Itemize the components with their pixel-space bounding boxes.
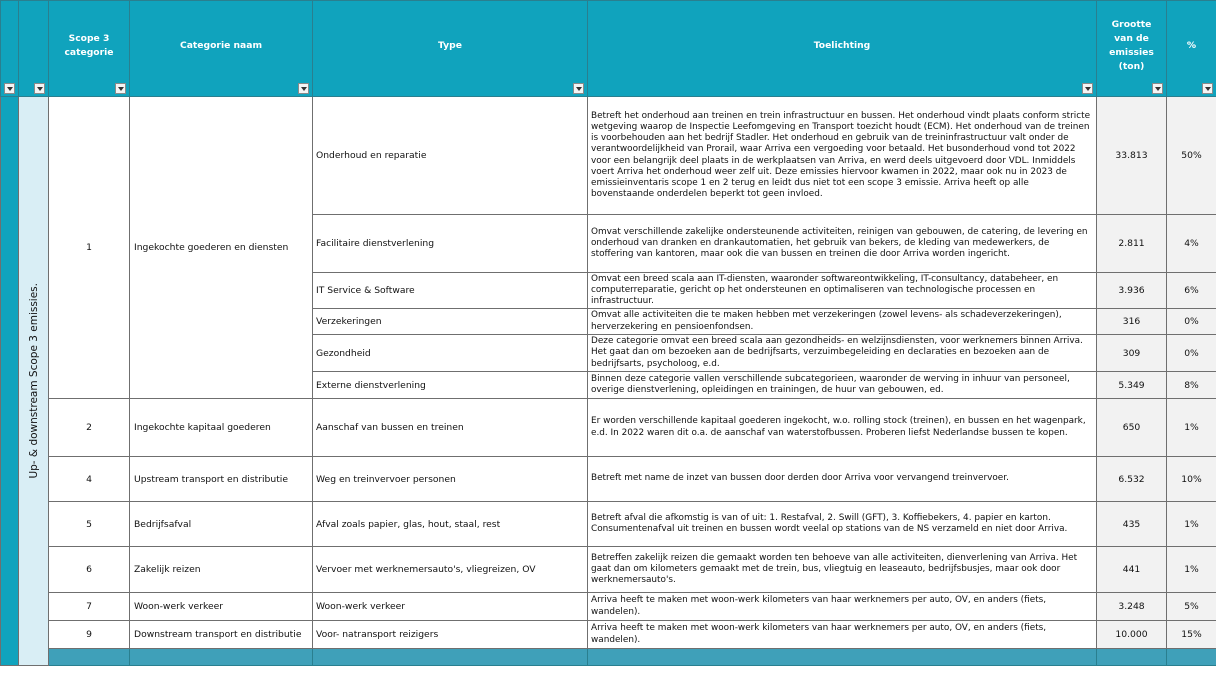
cell-pct[interactable]: 4% [1167, 215, 1216, 273]
cell-size[interactable]: 435 [1097, 502, 1167, 547]
cell-pct[interactable]: 1% [1167, 547, 1216, 593]
cell-total-f[interactable] [1167, 649, 1216, 666]
cell-pct[interactable]: 15% [1167, 621, 1216, 649]
cell-size[interactable]: 2.811 [1097, 215, 1167, 273]
cell-type[interactable]: Afval zoals papier, glas, hout, staal, rest [313, 502, 588, 547]
cell-explanation[interactable]: Omvat alle activiteiten die te maken hebben met verzekeringen (zowel levens- als schadeverzekeringen), herverzekering en pensioenfondsen. [588, 309, 1097, 335]
cell-total-d[interactable] [588, 649, 1097, 666]
cell-size[interactable]: 309 [1097, 335, 1167, 372]
cell-size[interactable]: 3.248 [1097, 593, 1167, 621]
table-row[interactable] [1, 547, 1216, 593]
cell-explanation[interactable]: Er worden verschillende kapitaal goederen ingekocht, w.o. rolling stock (treinen), en bussen en het wagenpark, e.d. In 2022 waren dit o.a. de aanschaf van waterstofbussen. Proberen liefst Nederlandse bussen te kopen. [588, 399, 1097, 457]
cell-explanation[interactable]: Arriva heeft te maken met woon-werk kilometers van haar werknemers per auto, OV, en anders (fiets, wandelen). [588, 593, 1097, 621]
cell-explanation[interactable]: Deze categorie omvat een breed scala aan gezondheids- en welzijnsdiensten, voor werknemers binnen Arriva. Het gaat dan om bezoeken aan de bedrijfsarts, verzuimbegeleiding en declaraties en bezoeken aan de bedrijfsarts, psycholoog, e.d. [588, 335, 1097, 372]
cell-explanation[interactable]: Arriva heeft te maken met woon-werk kilometers van haar werknemers per auto, OV, en anders (fiets, wandelen). [588, 621, 1097, 649]
cell-pct[interactable]: 5% [1167, 593, 1216, 621]
cell-category-name[interactable]: Downstream transport en distributie [130, 621, 313, 649]
col-header-type: Type [313, 1, 588, 97]
cell-total-c[interactable] [313, 649, 588, 666]
cell-category[interactable]: 6 [49, 547, 130, 593]
col-header-pct: % [1167, 1, 1216, 97]
cell-pct[interactable]: 10% [1167, 457, 1216, 502]
table-row[interactable] [1, 457, 1216, 502]
col-header-explanation: Toelichting [588, 1, 1097, 97]
side-label-cell[interactable] [19, 97, 49, 666]
cell-category[interactable]: 1 [49, 97, 130, 399]
cell-pct[interactable]: 0% [1167, 335, 1216, 372]
col-header-scope3-category: Scope 3 categorie [49, 1, 130, 97]
cell-category-name[interactable]: Ingekochte goederen en diensten [130, 97, 313, 399]
cell-type[interactable]: Voor- natransport reizigers [313, 621, 588, 649]
table-row[interactable] [1, 621, 1216, 649]
cell-category-name[interactable]: Bedrijfsafval [130, 502, 313, 547]
cell-type[interactable]: Woon-werk verkeer [313, 593, 588, 621]
filter-dropdown-icon[interactable] [573, 83, 584, 94]
cell-size[interactable]: 6.532 [1097, 457, 1167, 502]
cell-size[interactable]: 650 [1097, 399, 1167, 457]
filter-dropdown-icon[interactable] [1082, 83, 1093, 94]
cell-pct[interactable]: 6% [1167, 273, 1216, 309]
table-row[interactable] [1, 399, 1216, 457]
table-row[interactable] [1, 502, 1216, 547]
cell-pct[interactable]: 8% [1167, 372, 1216, 399]
cell-category[interactable]: 4 [49, 457, 130, 502]
cell-explanation[interactable]: Betreft met name de inzet van bussen door derden door Arriva voor vervangend treinvervoer. [588, 457, 1097, 502]
cell-pct[interactable]: 50% [1167, 97, 1216, 215]
cell-type[interactable]: Gezondheid [313, 335, 588, 372]
cell-category[interactable]: 9 [49, 621, 130, 649]
cell-category[interactable]: 7 [49, 593, 130, 621]
cell-total-e[interactable] [1097, 649, 1167, 666]
cell-type[interactable]: Verzekeringen [313, 309, 588, 335]
cell-type[interactable]: Vervoer met werknemersauto's, vliegreizen, OV [313, 547, 588, 593]
cell-explanation[interactable]: Betreft afval die afkomstig is van of uit: 1. Restafval, 2. Swill (GFT), 3. Koffiebekers, 4. papier en karton. Consumentenafval uit treinen en bussen wordt veelal op stations van de NS verzameld en niet door Arriva. [588, 502, 1097, 547]
cell-size[interactable]: 316 [1097, 309, 1167, 335]
col-header-size: Grootte van de emissies (ton) [1097, 1, 1167, 97]
filter-dropdown-icon[interactable] [115, 83, 126, 94]
cell-total-b[interactable] [130, 649, 313, 666]
filter-dropdown-icon[interactable] [298, 83, 309, 94]
cell-size[interactable]: 3.936 [1097, 273, 1167, 309]
cell-category[interactable]: 5 [49, 502, 130, 547]
col-header-a [1, 1, 19, 97]
cell-a[interactable] [1, 97, 19, 666]
col-header-b [19, 1, 49, 97]
cell-type[interactable]: Facilitaire dienstverlening [313, 215, 588, 273]
cell-total-a[interactable] [49, 649, 130, 666]
cell-type[interactable]: Onderhoud en reparatie [313, 97, 588, 215]
cell-category-name[interactable]: Zakelijk reizen [130, 547, 313, 593]
cell-explanation[interactable]: Betreffen zakelijk reizen die gemaakt worden ten behoeve van alle activiteiten, dienverlening van Arriva. Het gaat dan om kilometers gemaakt met de trein, bus, vliegtuig en leaseauto, bedrijfsbusjes, maar ook door werknemersauto's. [588, 547, 1097, 593]
col-header-category-name: Categorie naam [130, 1, 313, 97]
table-row[interactable] [1, 593, 1216, 621]
cell-type[interactable]: IT Service & Software [313, 273, 588, 309]
filter-dropdown-icon[interactable] [1152, 83, 1163, 94]
cell-type[interactable]: Weg en treinvervoer personen [313, 457, 588, 502]
cell-pct[interactable]: 0% [1167, 309, 1216, 335]
cell-size[interactable]: 33.813 [1097, 97, 1167, 215]
header-row [1, 1, 1216, 97]
filter-dropdown-icon[interactable] [1202, 83, 1213, 94]
cell-type[interactable]: Aanschaf van bussen en treinen [313, 399, 588, 457]
cell-category-name[interactable]: Upstream transport en distributie [130, 457, 313, 502]
cell-explanation[interactable]: Binnen deze categorie vallen verschillende subcategorieen, waaronder de werving in inhuur van personeel, overige dienstverlening, opleidingen en trainingen, de huur van gebouwen, ed. [588, 372, 1097, 399]
cell-explanation[interactable]: Betreft het onderhoud aan treinen en trein infrastructuur en bussen. Het onderhoud vindt plaats conform stricte wetgeving waarop de Inspectie Leefomgeving en Transport toezicht houdt (ECM). Het onderhoud van de treinen is voorbehouden aan het bedrijf Stadler. Het onderhoud en gebruik van de treininfrastructuur valt onder de verantwoordelijkheid van Prorail, waar Arriva een vergoeding voor betaald. Het busonderhoud vond tot 2022 voor een belangrijk deel plaats in de werkplaatsen van Arriva, en werd deels uitgevoerd door VDL. Inmiddels voert Arriva het onderhoud weer zelf uit. Deze emissies hiervoor kwamen in 2022, maar ook nu in 2023 de emissieinventaris scope 1 en 2 terug en leidt dus niet tot een scope 3 emissie. Arriva heeft op alle bovenstaande onderdelen beperkt tot geen invloed. [588, 97, 1097, 215]
cell-category-name[interactable]: Ingekochte kapitaal goederen [130, 399, 313, 457]
cell-size[interactable]: 10.000 [1097, 621, 1167, 649]
cell-category[interactable]: 2 [49, 399, 130, 457]
filter-dropdown-icon[interactable] [4, 83, 15, 94]
cell-category-name[interactable]: Woon-werk verkeer [130, 593, 313, 621]
cell-pct[interactable]: 1% [1167, 502, 1216, 547]
side-label: Up- & downstream Scope 3 emissies. [27, 283, 40, 479]
cell-type[interactable]: Externe dienstverlening [313, 372, 588, 399]
cell-size[interactable]: 441 [1097, 547, 1167, 593]
cell-pct[interactable]: 1% [1167, 399, 1216, 457]
cell-explanation[interactable]: Omvat een breed scala aan IT-diensten, waaronder softwareontwikkeling, IT-consultancy, databeheer, en computerreparatie, gericht op het ondersteunen en optimaliseren van technologische processen en infrastructuur. [588, 273, 1097, 309]
cell-size[interactable]: 5.349 [1097, 372, 1167, 399]
cell-explanation[interactable]: Omvat verschillende zakelijke ondersteunende activiteiten, reinigen van gebouwen, de catering, de levering en onderhoud van dranken en drankautomatien, het gebruik van bekers, de kleding van medewerkers, de stoffering van kantoren, maar ook die van bussen en treinen die door Arriva worden ingericht. [588, 215, 1097, 273]
table-row[interactable] [1, 97, 1216, 215]
filter-dropdown-icon[interactable] [34, 83, 45, 94]
total-row[interactable] [1, 649, 1216, 666]
